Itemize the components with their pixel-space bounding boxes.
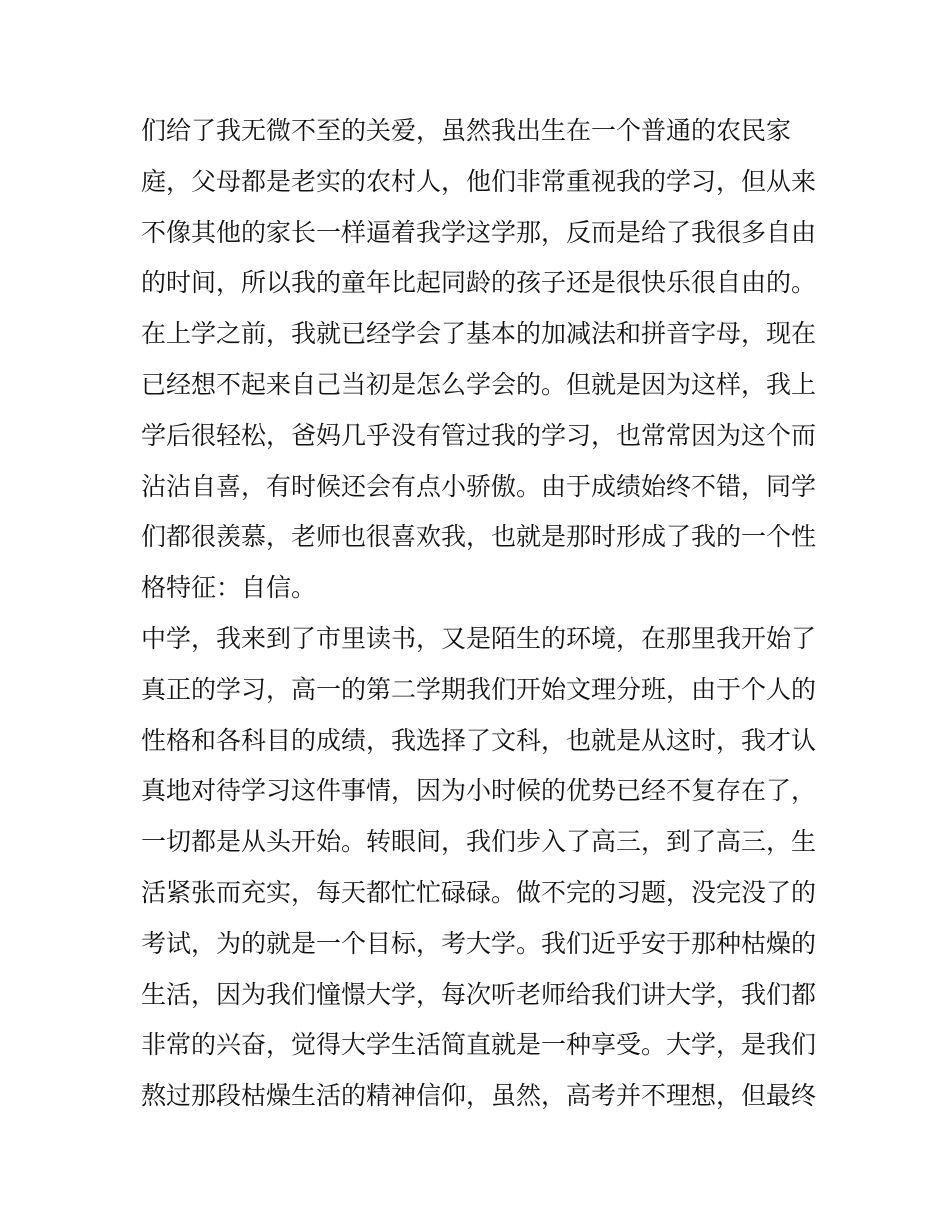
text-line: 生活，因为我们憧憬大学，每次听老师给我们讲大学，我们都: [141, 979, 817, 1009]
text-line: 不像其他的家长一样逼着我学这学那，反而是给了我很多自由: [141, 217, 817, 247]
text-line: 中学，我来到了市里读书，又是陌生的环境，在那里我开始了: [141, 623, 817, 653]
text-line: 真地对待学习这件事情，因为小时候的优势已经不复存在了，: [141, 776, 817, 806]
text-line: 活紧张而充实，每天都忙忙碌碌。做不完的习题，没完没了的: [141, 877, 817, 907]
text-line: 熬过那段枯燥生活的精神信仰，虽然，高考并不理想，但最终: [141, 1081, 817, 1111]
text-line: 在上学之前，我就已经学会了基本的加减法和拼音字母，现在: [141, 319, 817, 349]
text-line: 已经想不起来自己当初是怎么学会的。但就是因为这样，我上: [141, 369, 817, 399]
text-line: 真正的学习，高一的第二学期我们开始文理分班，由于个人的: [141, 674, 817, 704]
text-line: 学后很轻松，爸妈几乎没有管过我的学习，也常常因为这个而: [141, 420, 817, 450]
text-line: 的时间，所以我的童年比起同龄的孩子还是很快乐很自由的。: [141, 268, 817, 298]
text-line: 庭，父母都是老实的农村人，他们非常重视我的学习，但从来: [141, 166, 817, 196]
text-line: 性格和各科目的成绩，我选择了文科，也就是从这时，我才认: [141, 725, 817, 755]
text-line: 考试，为的就是一个目标，考大学。我们近乎安于那种枯燥的: [141, 928, 817, 958]
text-line: 非常的兴奋，觉得大学生活简直就是一种享受。大学，是我们: [141, 1030, 817, 1060]
text-line: 沾沾自喜，有时候还会有点小骄傲。由于成绩始终不错，同学: [141, 471, 817, 501]
text-line: 们都很羡慕，老师也很喜欢我，也就是那时形成了我的一个性: [141, 522, 817, 552]
text-line: 一切都是从头开始。转眼间，我们步入了高三，到了高三，生: [141, 827, 817, 857]
text-line: 们给了我无微不至的关爱，虽然我出生在一个普通的农民家: [141, 116, 792, 145]
body-text: [141, 106, 821, 1122]
text-line: 格特征：自信。: [141, 573, 317, 603]
